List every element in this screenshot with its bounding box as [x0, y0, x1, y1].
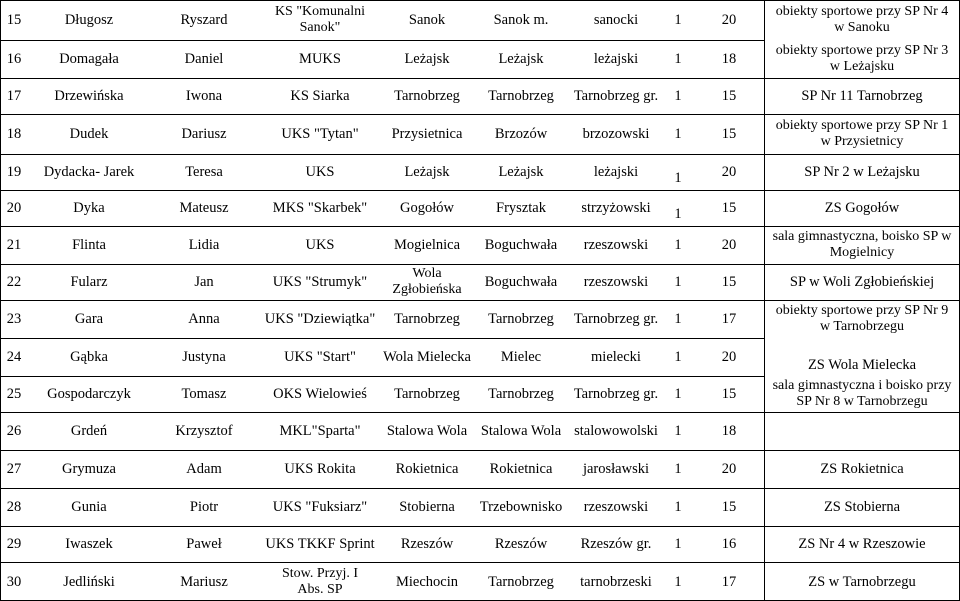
cell-surname: Jedliński: [63, 573, 115, 590]
cell-name: Adam: [186, 461, 222, 477]
cell-no: 23: [6, 311, 22, 327]
cell-town: Leżajsk: [404, 164, 450, 180]
cell-count: 1: [674, 206, 682, 222]
cell-no: 18: [6, 126, 22, 142]
cell-club: UKS Rokita: [284, 461, 356, 477]
cell-town2: Leżajsk: [498, 164, 544, 180]
cell-county: Tarnobrzeg gr.: [573, 386, 659, 402]
cell-county: rzeszowski: [583, 274, 649, 290]
cell-count: 1: [674, 274, 682, 290]
cell-name: Paweł: [186, 536, 222, 552]
cell-county: mielecki: [591, 349, 641, 365]
cell-no: 16: [6, 51, 22, 67]
cell-surname: Gunia: [71, 499, 107, 515]
cell-county: leżajski: [593, 51, 639, 67]
column-divider: [0, 0, 1, 601]
cell-name: Mateusz: [179, 200, 229, 216]
cell-surname: Drzewińska: [54, 88, 124, 104]
row-divider: [0, 450, 960, 451]
cell-county: Rzeszów gr.: [580, 536, 652, 552]
cell-name: Anna: [188, 311, 220, 327]
cell-count: 1: [674, 311, 682, 327]
row-divider: [0, 488, 960, 489]
cell-town2: Boguchwała: [484, 274, 558, 290]
cell-surname: Iwaszek: [65, 536, 113, 552]
cell-count: 1: [674, 51, 682, 67]
cell-name: Daniel: [184, 51, 224, 67]
cell-venue: SP Nr 2 w Leżajsku: [804, 164, 920, 180]
cell-age: 15: [721, 88, 737, 104]
cell-county: strzyżowski: [581, 200, 651, 216]
cell-no: 26: [6, 423, 22, 439]
cell-name: Teresa: [185, 164, 223, 180]
cell-surname: Gospodarczyk: [47, 386, 131, 402]
cell-venue: SP w Woli Zgłobieńskiej: [789, 274, 935, 290]
cell-age: 17: [721, 573, 737, 590]
row-divider: [0, 376, 764, 377]
cell-name: Dariusz: [181, 126, 227, 142]
cell-county: Tarnobrzeg gr.: [573, 88, 659, 104]
cell-club: UKS "Tytan": [281, 126, 359, 142]
cell-surname: Grdeń: [70, 423, 108, 439]
cell-town2: Mielec: [500, 349, 542, 365]
cell-town: Rokietnica: [395, 461, 459, 477]
cell-town: Stobierna: [399, 499, 455, 515]
cell-surname: Dudek: [69, 126, 109, 142]
cell-club: OKS Wielowieś: [273, 386, 367, 402]
cell-surname: Długosz: [64, 12, 114, 28]
cell-town: Leżajsk: [404, 51, 450, 67]
row-divider: [0, 264, 960, 265]
cell-town2: Rokietnica: [489, 461, 553, 477]
cell-town2: Rzeszów: [494, 536, 548, 552]
cell-club: UKS "Strumyk": [272, 274, 368, 290]
column-divider: [764, 0, 765, 601]
cell-town2: Leżajsk: [498, 51, 544, 67]
cell-age: 18: [721, 51, 737, 67]
cell-count: 1: [674, 170, 682, 186]
cell-no: 27: [6, 461, 22, 477]
cell-town: Gogołów: [400, 200, 454, 216]
row-divider: [0, 562, 960, 563]
cell-no: 28: [6, 499, 22, 515]
cell-town: Stalowa Wola: [386, 423, 468, 439]
cell-town: Tarnobrzeg: [394, 386, 460, 402]
cell-name: Piotr: [189, 499, 219, 515]
cell-town: Tarnobrzeg: [394, 311, 460, 327]
cell-age: 15: [721, 200, 737, 216]
cell-venue: obiekty sportowe przy SP Nr 1 w Przysietnicy: [775, 118, 949, 149]
cell-town: Tarnobrzeg: [394, 88, 460, 104]
cell-town: Przysietnica: [391, 126, 463, 142]
row-divider: [0, 114, 960, 115]
cell-surname: Fularz: [70, 274, 108, 290]
cell-name: Ryszard: [180, 12, 228, 28]
cell-town: Wola Mielecka: [383, 349, 471, 365]
cell-age: 20: [721, 349, 737, 365]
cell-count: 1: [674, 386, 682, 402]
row-divider: [0, 154, 960, 155]
cell-name: Jan: [194, 274, 214, 290]
cell-age: 15: [721, 274, 737, 290]
cell-surname: Dydacka- Jarek: [43, 164, 135, 180]
cell-venue: obiekty sportowe przy SP Nr 9 w Tarnobrzegu: [775, 303, 949, 334]
cell-club: MKS "Skarbek": [272, 200, 368, 216]
cell-count: 1: [674, 88, 682, 104]
cell-no: 21: [6, 237, 22, 253]
cell-venue: [764, 412, 960, 450]
cell-venue: ZS Stobierna: [823, 499, 901, 515]
cell-no: 25: [6, 386, 22, 402]
cell-town: Rzeszów: [400, 536, 454, 552]
cell-count: 1: [674, 423, 682, 439]
cell-town: Sanok: [408, 12, 446, 28]
cell-county: Tarnobrzeg gr.: [573, 311, 659, 327]
cell-surname: Flinta: [72, 237, 106, 253]
cell-county: jarosławski: [582, 461, 650, 477]
cell-count: 1: [674, 573, 682, 590]
cell-venue: ZS w Tarnobrzegu: [808, 573, 916, 590]
cell-venue: sala gimnastyczna, boisko SP w Mogielnicy: [772, 229, 952, 260]
cell-count: 1: [674, 349, 682, 365]
cell-venue: obiekty sportowe przy SP Nr 4 w Sanoku: [775, 4, 949, 35]
cell-club: UKS "Dziewiątka": [264, 311, 376, 327]
cell-club: MKL"Sparta": [279, 423, 361, 439]
cell-town: Miechocin: [395, 573, 458, 590]
cell-name: Justyna: [182, 349, 226, 365]
cell-county: rzeszowski: [583, 237, 649, 253]
row-divider: [0, 0, 960, 1]
cell-club: KS "Komunalni Sanok": [274, 4, 366, 35]
cell-venue: obiekty sportowe przy SP Nr 3 w Leżajsku: [775, 43, 949, 74]
cell-age: 15: [721, 126, 737, 142]
cell-surname: Dyka: [73, 200, 105, 216]
cell-count: 1: [674, 461, 682, 477]
cell-name: Lidia: [188, 237, 220, 253]
row-divider: [0, 526, 960, 527]
cell-age: 15: [721, 499, 737, 515]
row-divider: [0, 412, 960, 413]
cell-surname: Grymuza: [62, 461, 116, 477]
cell-name: Iwona: [185, 88, 223, 104]
cell-name: Tomasz: [181, 386, 227, 402]
cell-age: 20: [721, 461, 737, 477]
cell-count: 1: [674, 536, 682, 552]
cell-count: 1: [674, 499, 682, 515]
cell-county: sanocki: [593, 12, 639, 28]
cell-club: UKS "Fuksiarz": [272, 499, 368, 515]
cell-age: 15: [721, 386, 737, 402]
cell-county: tarnobrzeski: [580, 573, 652, 590]
cell-town2: Sanok m.: [493, 12, 549, 28]
cell-venue: ZS Nr 4 w Rzeszowie: [798, 536, 926, 552]
cell-age: 17: [721, 311, 737, 327]
cell-age: 20: [721, 164, 737, 180]
cell-no: 19: [6, 164, 22, 180]
cell-town2: Tarnobrzeg: [488, 573, 554, 590]
cell-venue: ZS Gogołów: [824, 200, 900, 216]
cell-town2: Frysztak: [496, 200, 546, 216]
cell-venue: sala gimnastyczna i boisko przy SP Nr 8 w Tarnobrzegu: [772, 378, 952, 409]
cell-age: 16: [721, 536, 737, 552]
cell-town: Mogielnica: [393, 237, 461, 253]
cell-no: 22: [6, 274, 22, 290]
cell-age: 18: [721, 423, 737, 439]
cell-age: 20: [721, 237, 737, 253]
cell-club: UKS TKKF Sprint: [265, 536, 375, 552]
cell-no: 20: [6, 200, 22, 216]
cell-no: 30: [6, 573, 22, 590]
cell-club: UKS: [305, 237, 335, 253]
cell-count: 1: [674, 12, 682, 28]
row-divider: [0, 40, 764, 41]
cell-club: Stow. Przyj. I Abs. SP: [281, 565, 359, 597]
cell-surname: Gąbka: [70, 349, 108, 365]
cell-venue: SP Nr 11 Tarnobrzeg: [801, 88, 923, 104]
cell-county: rzeszowski: [583, 499, 649, 515]
row-divider: [0, 78, 960, 79]
cell-club: KS Siarka: [290, 88, 350, 104]
cell-town2: Tarnobrzeg: [488, 386, 554, 402]
cell-town2: Stalowa Wola: [480, 423, 562, 439]
row-divider: [0, 300, 960, 301]
cell-venue: ZS Rokietnica: [820, 461, 904, 477]
cell-town2: Boguchwała: [484, 237, 558, 253]
cell-name: Krzysztof: [175, 423, 233, 439]
cell-surname: Domagała: [59, 51, 119, 67]
cell-county: stalowowolski: [574, 423, 658, 439]
cell-count: 1: [674, 237, 682, 253]
cell-surname: Gara: [74, 311, 104, 327]
cell-town: Wola Zgłobieńska: [392, 266, 462, 297]
row-divider: [0, 338, 764, 339]
cell-no: 17: [6, 88, 22, 104]
cell-town2: Tarnobrzeg: [488, 311, 554, 327]
cell-count: 1: [674, 126, 682, 142]
cell-county: leżajski: [593, 164, 639, 180]
cell-club: UKS "Start": [284, 349, 356, 365]
cell-town2: Trzebownisko: [479, 499, 563, 515]
cell-no: 15: [6, 12, 22, 28]
cell-age: 20: [721, 12, 737, 28]
cell-venue: ZS Wola Mielecka: [807, 357, 917, 373]
row-divider: [0, 190, 960, 191]
cell-no: 24: [6, 349, 22, 365]
row-divider: [0, 226, 960, 227]
cell-no: 29: [6, 536, 22, 552]
cell-name: Mariusz: [180, 573, 228, 590]
cell-county: brzozowski: [582, 126, 650, 142]
cell-town2: Tarnobrzeg: [488, 88, 554, 104]
cell-town2: Brzozów: [494, 126, 548, 142]
cell-club: MUKS: [299, 51, 341, 67]
cell-club: UKS: [305, 164, 335, 180]
